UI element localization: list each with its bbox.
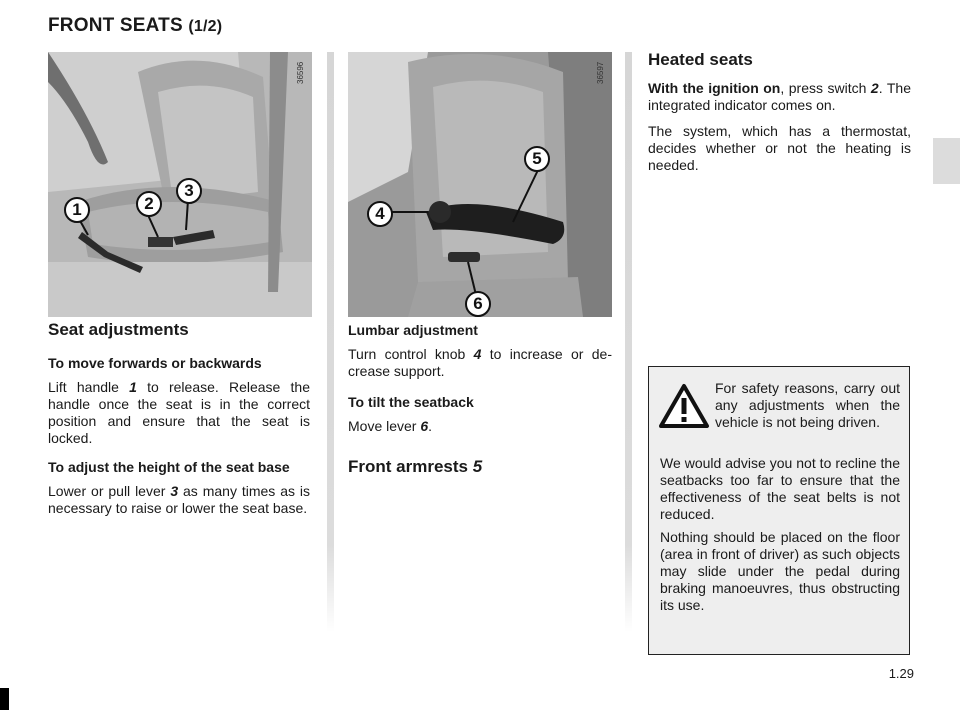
page-title: FRONT SEATS (1/2) <box>48 15 223 36</box>
section-tab <box>933 138 960 184</box>
warning-triangle-icon <box>658 383 710 429</box>
subheading: Lumbar adjustment <box>348 322 478 338</box>
corner-mark <box>0 688 9 710</box>
paragraph: The system, which has a thermostat, decides whether or not the heating is needed. <box>648 123 911 173</box>
warning-paragraph: We would advise you not to recline the seatbacks too far to ensure that the effectiveness of the seat belts is not reduced. <box>660 455 900 522</box>
subheading: To adjust the height of the seat base <box>48 459 290 475</box>
warning-intro: For safety reasons, carry out any adjustments when the vehicle is not being driven. <box>715 380 900 430</box>
paragraph: Lift handle 1 to release. Release the handle once the seat is in the correct position and ensure that the seat is locked. <box>48 379 310 446</box>
column-divider-left <box>327 52 334 632</box>
page-number: 1.29 <box>888 666 914 681</box>
warning-paragraph: Nothing should be placed on the floor (area in front of driver) as such objects may slide under the pedal during braking manoeuvres, thus obstructing its use. <box>660 529 900 613</box>
paragraph: With the ignition on, press switch 2. The integrated indicator comes on. <box>648 80 911 113</box>
callout-5: 5 <box>524 146 550 172</box>
subheading: To move forwards or backwards <box>48 355 262 371</box>
callout-3: 3 <box>176 178 202 204</box>
figure-ref-number: 36596 <box>296 61 305 84</box>
callout-1: 1 <box>64 197 90 223</box>
page-title-suffix: (1/2) <box>188 18 223 35</box>
callout-6: 6 <box>465 291 491 317</box>
section-heading: Seat adjustments <box>48 320 189 339</box>
section-heading: Heated seats <box>648 50 753 69</box>
figure-ref-number: 36597 <box>596 61 605 84</box>
paragraph: Lower or pull lever 3 as many times as is necessary to raise or lower the seat base. <box>48 483 310 516</box>
column-divider-right <box>625 52 632 632</box>
subheading: To tilt the seatback <box>348 394 474 410</box>
callout-2: 2 <box>136 191 162 217</box>
warning-box <box>648 366 910 655</box>
seatback-armrest-photo <box>348 52 612 317</box>
section-heading: Front armrests 5 <box>348 457 483 476</box>
paragraph: Turn control knob 4 to increase or de-crease support. <box>348 346 612 379</box>
heated-seats-section <box>648 50 911 174</box>
callout-4: 4 <box>367 201 393 227</box>
lumbar-section <box>348 322 612 477</box>
seatback-illustration <box>348 52 612 317</box>
paragraph: Move lever 6. <box>348 418 433 434</box>
seat-adjustments-section <box>48 320 310 517</box>
